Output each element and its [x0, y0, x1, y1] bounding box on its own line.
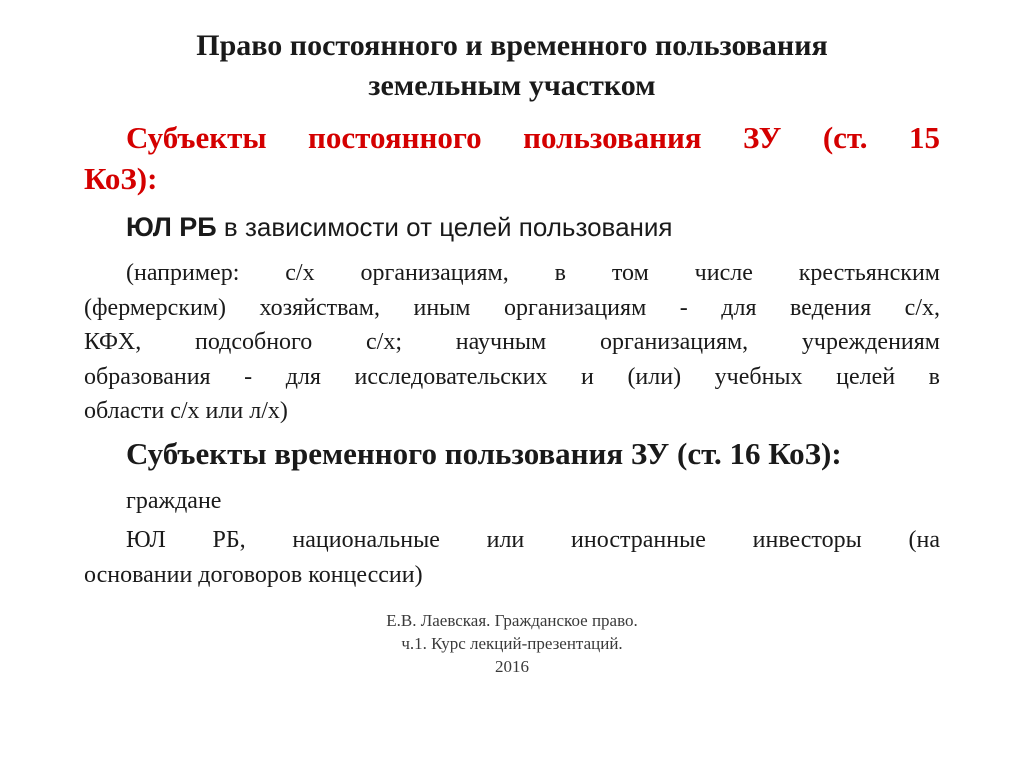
slide-footer [0, 609, 1024, 678]
permanent-examples-paragraph [84, 256, 940, 429]
temporary-entities-line-1: ЮЛ РБ, национальные или иностранные инвесторы (на [126, 527, 940, 553]
temporary-use-heading: Субъекты временного пользования ЗУ (ст. 16 КоЗ): [126, 436, 842, 471]
example-line-3: КФХ, подсобного с/х; научным организациям, учреждениям [84, 329, 940, 355]
footer-author: Е.В. Лаевская. Гражданское право. [386, 611, 638, 630]
yul-rb-description: в зависимости от целей пользования [216, 212, 673, 242]
footer-year: 2016 [495, 657, 529, 676]
title-line-2: земельным участком [368, 69, 656, 102]
permanent-heading-line-2: КоЗ): [84, 161, 158, 196]
example-line-4: образования - для исследовательских и (или) учебных целей в [84, 363, 940, 390]
temporary-subject-entities [84, 523, 940, 592]
temporary-entities-line-2: основании договоров концессии) [84, 561, 423, 588]
permanent-subject-yul [126, 209, 940, 245]
footer-course: ч.1. Курс лекций-презентаций. [401, 634, 623, 653]
slide-title [0, 26, 1024, 106]
permanent-use-heading [84, 117, 940, 199]
temporary-subject-citizens: граждане [126, 488, 222, 514]
title-line-1: Право постоянного и временного пользования [196, 29, 828, 62]
permanent-heading-line-1: Субъекты постоянного пользования ЗУ (ст. 15 [126, 120, 940, 155]
example-line-2: (фермерским) хозяйствам, иным организациям - для ведения с/х, [84, 294, 940, 321]
yul-rb-bold: ЮЛ РБ [126, 212, 217, 242]
example-line-1: (например: с/х организациям, в том числе крестьянским [126, 260, 940, 286]
example-line-5: области с/х или л/х) [84, 398, 288, 424]
